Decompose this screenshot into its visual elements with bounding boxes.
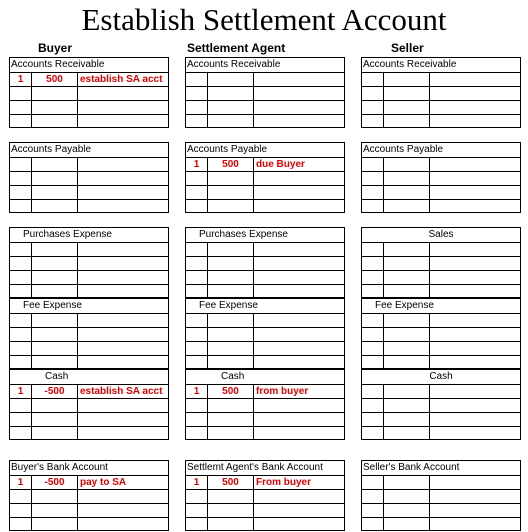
t-account-seller-cash <box>361 369 521 440</box>
entry-row <box>186 186 344 200</box>
entry-description: due Buyer <box>256 159 305 170</box>
entry-row <box>362 518 520 532</box>
entry-row <box>10 413 168 427</box>
entry-row <box>362 186 520 200</box>
entry-row <box>186 399 344 413</box>
entry-row <box>186 413 344 427</box>
entry-row <box>10 342 168 356</box>
entry-number: 1 <box>17 74 24 85</box>
entry-row <box>362 285 520 299</box>
column-divider <box>77 158 78 212</box>
entry-row <box>10 172 168 186</box>
entry-row <box>362 73 520 87</box>
t-account-buyer-purchases-expense <box>9 227 169 298</box>
entry-row <box>186 427 344 441</box>
entry-row <box>10 285 168 299</box>
entry-row <box>186 518 344 532</box>
column-divider <box>253 73 254 127</box>
column-divider <box>383 158 384 212</box>
entry-row <box>362 342 520 356</box>
column-divider <box>77 385 78 439</box>
entry-row <box>10 356 168 370</box>
entry-row <box>362 427 520 441</box>
entry-row <box>186 73 344 87</box>
account-name: Accounts Receivable <box>362 58 520 73</box>
entry-row <box>362 413 520 427</box>
entry-amount: 500 <box>46 74 63 85</box>
entry-row <box>10 504 168 518</box>
column-divider <box>77 73 78 127</box>
entry-amount: 500 <box>222 477 239 488</box>
entry-row <box>10 73 168 87</box>
column-divider <box>253 158 254 212</box>
entry-row <box>10 490 168 504</box>
column-divider <box>253 385 254 439</box>
entry-number: 1 <box>193 159 200 170</box>
entry-amount: -500 <box>44 386 65 397</box>
account-name: Cash <box>186 370 344 385</box>
entry-description: pay to SA <box>80 477 127 488</box>
column-divider <box>31 314 32 368</box>
column-divider <box>383 73 384 127</box>
account-name: Purchases Expense <box>10 228 168 243</box>
entry-amount: 500 <box>222 159 239 170</box>
t-account-seller-sales <box>361 227 521 298</box>
entry-row <box>362 271 520 285</box>
entry-row <box>362 172 520 186</box>
t-account-buyer-cash <box>9 369 169 440</box>
entry-row <box>10 243 168 257</box>
column-divider <box>31 73 32 127</box>
entry-row <box>362 158 520 172</box>
entry-row <box>186 328 344 342</box>
entry-row <box>186 504 344 518</box>
column-divider <box>253 243 254 297</box>
column-divider <box>429 385 430 439</box>
entry-row <box>362 115 520 129</box>
entry-row <box>362 356 520 370</box>
entry-row <box>362 200 520 214</box>
column-divider <box>77 314 78 368</box>
column-divider <box>429 73 430 127</box>
entry-row <box>362 314 520 328</box>
t-account-buyer-accounts-receivable <box>9 57 169 128</box>
column-divider <box>207 158 208 212</box>
t-account-agent-bank-account <box>185 460 345 531</box>
column-divider <box>77 476 78 530</box>
t-account-seller-bank-account <box>361 460 521 531</box>
t-account-buyer-accounts-payable <box>9 142 169 213</box>
entry-row <box>10 385 168 399</box>
t-account-buyer-fee-expense <box>9 298 169 369</box>
entry-number: 1 <box>17 386 24 397</box>
entry-row <box>186 314 344 328</box>
entry-row <box>186 158 344 172</box>
entry-row <box>186 285 344 299</box>
account-name: Buyer's Bank Account <box>10 461 168 476</box>
column-divider <box>383 476 384 530</box>
column-divider <box>207 385 208 439</box>
column-divider <box>383 385 384 439</box>
t-account-agent-fee-expense <box>185 298 345 369</box>
account-name: Accounts Receivable <box>186 58 344 73</box>
column-divider <box>383 243 384 297</box>
column-header-settlement-agent: Settlement Agent <box>187 41 286 55</box>
account-name: Seller's Bank Account <box>362 461 520 476</box>
column-divider <box>207 243 208 297</box>
entry-description: From buyer <box>256 477 312 488</box>
column-divider <box>429 158 430 212</box>
column-divider <box>253 314 254 368</box>
entry-row <box>362 243 520 257</box>
entry-row <box>362 490 520 504</box>
entry-row <box>186 101 344 115</box>
account-name: Accounts Payable <box>10 143 168 158</box>
entry-number: 1 <box>193 386 200 397</box>
account-name: Cash <box>10 370 168 385</box>
entry-row <box>186 257 344 271</box>
entry-row <box>10 271 168 285</box>
t-account-seller-accounts-payable <box>361 142 521 213</box>
entry-number: 1 <box>193 477 200 488</box>
entry-row <box>10 399 168 413</box>
entry-row <box>186 476 344 490</box>
column-header-seller: Seller <box>391 41 424 55</box>
entry-row <box>362 504 520 518</box>
t-account-agent-purchases-expense <box>185 227 345 298</box>
entry-row <box>186 172 344 186</box>
column-header-buyer: Buyer <box>38 41 73 55</box>
entry-row <box>362 476 520 490</box>
column-divider <box>77 243 78 297</box>
t-account-agent-cash <box>185 369 345 440</box>
entry-row <box>362 385 520 399</box>
account-name: Settlemt Agent's Bank Account <box>186 461 344 476</box>
entry-row <box>186 271 344 285</box>
column-divider <box>207 476 208 530</box>
entry-row <box>10 518 168 532</box>
t-account-buyer-bank-account <box>9 460 169 531</box>
column-divider <box>31 385 32 439</box>
account-name: Purchases Expense <box>186 228 344 243</box>
entry-row <box>10 101 168 115</box>
entry-row <box>10 115 168 129</box>
column-divider <box>207 73 208 127</box>
entry-row <box>186 243 344 257</box>
column-divider <box>31 158 32 212</box>
entry-row <box>10 200 168 214</box>
entry-description: establish SA acct <box>80 386 163 397</box>
entry-row <box>10 158 168 172</box>
entry-description: establish SA acct <box>80 74 163 85</box>
entry-row <box>10 328 168 342</box>
t-account-seller-fee-expense <box>361 298 521 369</box>
account-name: Fee Expense <box>186 299 344 314</box>
entry-row <box>186 200 344 214</box>
entry-row <box>362 328 520 342</box>
entry-row <box>186 87 344 101</box>
page-title: Establish Settlement Account <box>81 2 447 37</box>
entry-row <box>10 186 168 200</box>
entry-row <box>10 314 168 328</box>
column-divider <box>383 314 384 368</box>
account-name: Accounts Payable <box>362 143 520 158</box>
t-account-seller-accounts-receivable <box>361 57 521 128</box>
entry-amount: -500 <box>44 477 65 488</box>
account-name: Fee Expense <box>10 299 168 314</box>
column-divider <box>429 314 430 368</box>
entry-description: from buyer <box>256 386 309 397</box>
entry-number: 1 <box>17 477 24 488</box>
account-name: Sales <box>362 228 520 243</box>
column-divider <box>429 243 430 297</box>
entry-amount: 500 <box>222 386 239 397</box>
t-account-agent-accounts-payable <box>185 142 345 213</box>
entry-row <box>362 399 520 413</box>
account-name: Cash <box>362 370 520 385</box>
entry-row <box>362 87 520 101</box>
account-name: Accounts Receivable <box>10 58 168 73</box>
entry-row <box>186 356 344 370</box>
column-divider <box>31 476 32 530</box>
column-divider <box>253 476 254 530</box>
entry-row <box>362 101 520 115</box>
entry-row <box>10 427 168 441</box>
column-divider <box>207 314 208 368</box>
entry-row <box>362 257 520 271</box>
entry-row <box>10 87 168 101</box>
t-account-agent-accounts-receivable <box>185 57 345 128</box>
entry-row <box>186 385 344 399</box>
column-divider <box>429 476 430 530</box>
column-divider <box>31 243 32 297</box>
account-name: Accounts Payable <box>186 143 344 158</box>
entry-row <box>186 342 344 356</box>
entry-row <box>186 115 344 129</box>
account-name: Fee Expense <box>362 299 520 314</box>
entry-row <box>10 476 168 490</box>
entry-row <box>186 490 344 504</box>
entry-row <box>10 257 168 271</box>
